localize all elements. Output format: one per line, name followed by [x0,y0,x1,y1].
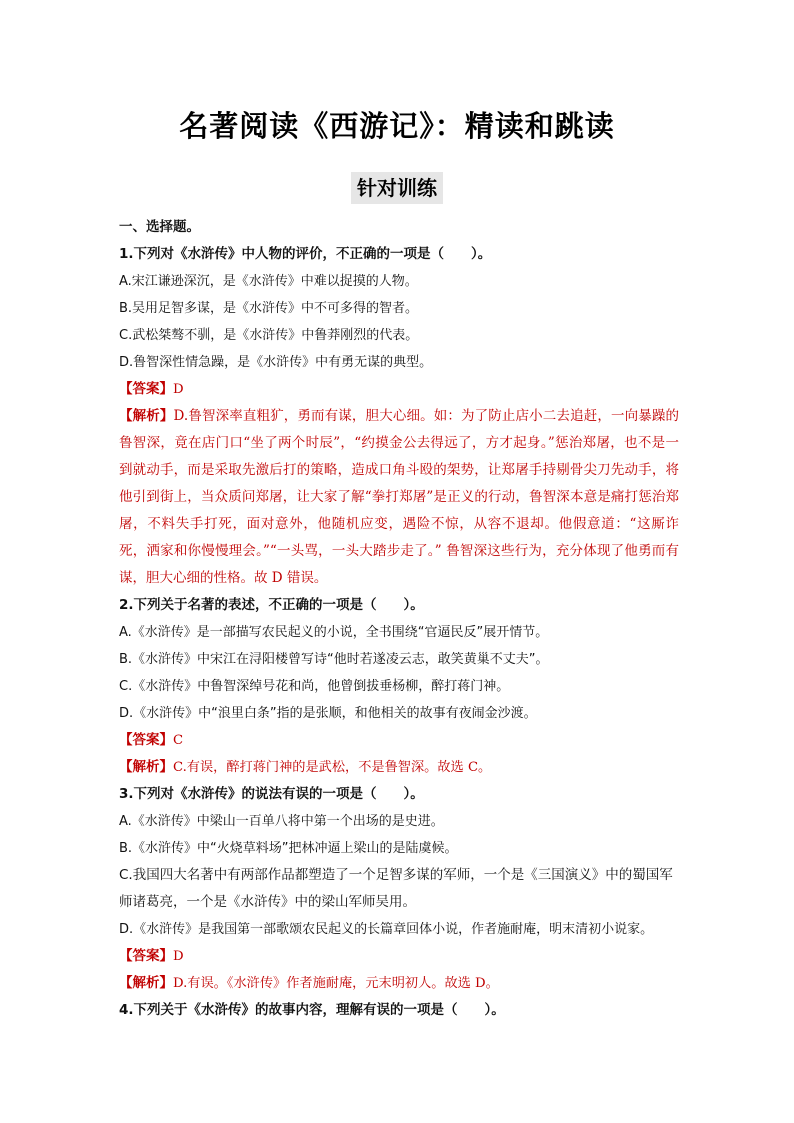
question-2-option-b: B.《水浒传》中宋江在浔阳楼曾写诗“他时若遂凌云志，敢笑黄巢不丈夫”。 [119,652,549,667]
answer-tag: 【答案】 [119,948,173,964]
question-1-option-b: B.吴用足智多谋，是《水浒传》中不可多得的智者。 [119,301,419,316]
page-title: 名著阅读《西游记》：精读和跳读 [179,109,615,143]
question-2-option-d: D.《水浒传》中“浪里白条”指的是张顺，和他相关的故事有夜闹金沙渡。 [119,706,537,721]
question-2-stem: 2.下列关于名著的表述，不正确的一项是（ ）。 [119,597,424,613]
explanation-text: D.有误。《水浒传》作者施耐庵，元末明初人。故选 D。 [173,976,499,991]
question-1-option-d: D.鲁智深性情急躁，是《水浒传》中有勇无谋的典型。 [119,355,433,370]
explanation-part-1: D.鲁智深率直粗犷，勇而有谋，胆大心细。如：为了防止店小二去追赶，一向暴躁的鲁智深，竟在店门口“坐了两个时辰”， [119,408,680,451]
answer-tag: 【答案】 [119,732,173,748]
explanation-quote-2: “拳打郑屠” [364,489,434,505]
question-3-option-d: D.《水浒传》是我国第一部歌颂农民起义的长篇章回体小说，作者施耐庵，明末清初小说家。 [119,922,654,937]
answer-tag: 【答案】 [119,381,173,397]
explanation-tag: 【解析】 [119,975,173,991]
explanation-text: C.有误，醉打蒋门神的是武松，不是鲁智深。故选 C。 [173,760,492,775]
answer-value: D [173,382,184,397]
question-1-explanation [119,403,679,592]
question-1-option-a: A.宋江谦逊深沉，是《水浒传》中难以捉摸的人物。 [119,274,418,289]
document-body [119,214,679,1024]
question-3-option-a: A.《水浒传》中梁山一百单八将中第一个出场的是史进。 [119,814,444,829]
page-subtitle: 针对训练 [351,172,443,204]
question-1-answer [119,376,679,403]
section-heading: 一、选择题。 [119,219,200,235]
explanation-part-2: 惩治郑屠，也不是一到就动手，而是采取先激后打的策略，造成口角斗殴的架势，让郑屠手持剔骨尖刀先动手，将他引到街上，当众质问郑屠，让大家了解 [119,435,679,505]
question-1-stem: 1.下列对《水浒传》中人物的评价，不正确的一项是（ ）。 [119,246,492,262]
question-3-option-c: C.我国四大名著中有两部作品都塑造了一个足智多谋的军师，一个是《三国演义》中的蜀国军师诸葛亮，一个是《水浒传》中的梁山军师吴用。 [119,867,673,910]
explanation-part-4: 鲁智深这些行为，充分体现了他勇而有谋，胆大心细的性格。故 D 错误。 [119,543,679,586]
answer-value: D [173,949,184,964]
question-2-explanation [119,754,679,781]
question-2-option-a: A.《水浒传》是一部描写农民起义的小说，全书围绕“官逼民反”展开情节。 [119,625,549,640]
subtitle-wrap [0,172,794,204]
explanation-tag: 【解析】 [119,408,174,424]
explanation-quote-3: “这厮诈死，洒家和你慢慢理会。”“一头骂，一头大踏步走了。” [119,516,679,559]
question-3-explanation [119,970,679,997]
question-3-option-b: B.《水浒传》中“火烧草料场”把林冲逼上梁山的是陆虞候。 [119,841,458,856]
explanation-quote-1: “约摸金公去得远了，方才起身。” [354,435,555,451]
question-3-answer [119,943,679,970]
answer-value: C [173,733,184,748]
explanation-tag: 【解析】 [119,759,173,775]
question-2-option-c: C.《水浒传》中鲁智深绰号花和尚，他曾倒拔垂杨柳，醉打蒋门神。 [119,679,510,694]
question-2-answer [119,727,679,754]
question-4-stem: 4.下列关于《水浒传》的故事内容，理解有误的一项是（ ）。 [119,1002,505,1018]
question-3-stem: 3.下列对《水浒传》的说法有误的一项是（ ）。 [119,786,424,802]
question-1-option-c: C.武松桀骜不驯，是《水浒传》中鲁莽刚烈的代表。 [119,328,419,343]
explanation-part-3: 是正义的行动，鲁智深本意是痛打惩治郑屠，不料失手打死，面对意外，他随机应变，遇险不惊，从容不退却。他假意道： [119,489,679,532]
